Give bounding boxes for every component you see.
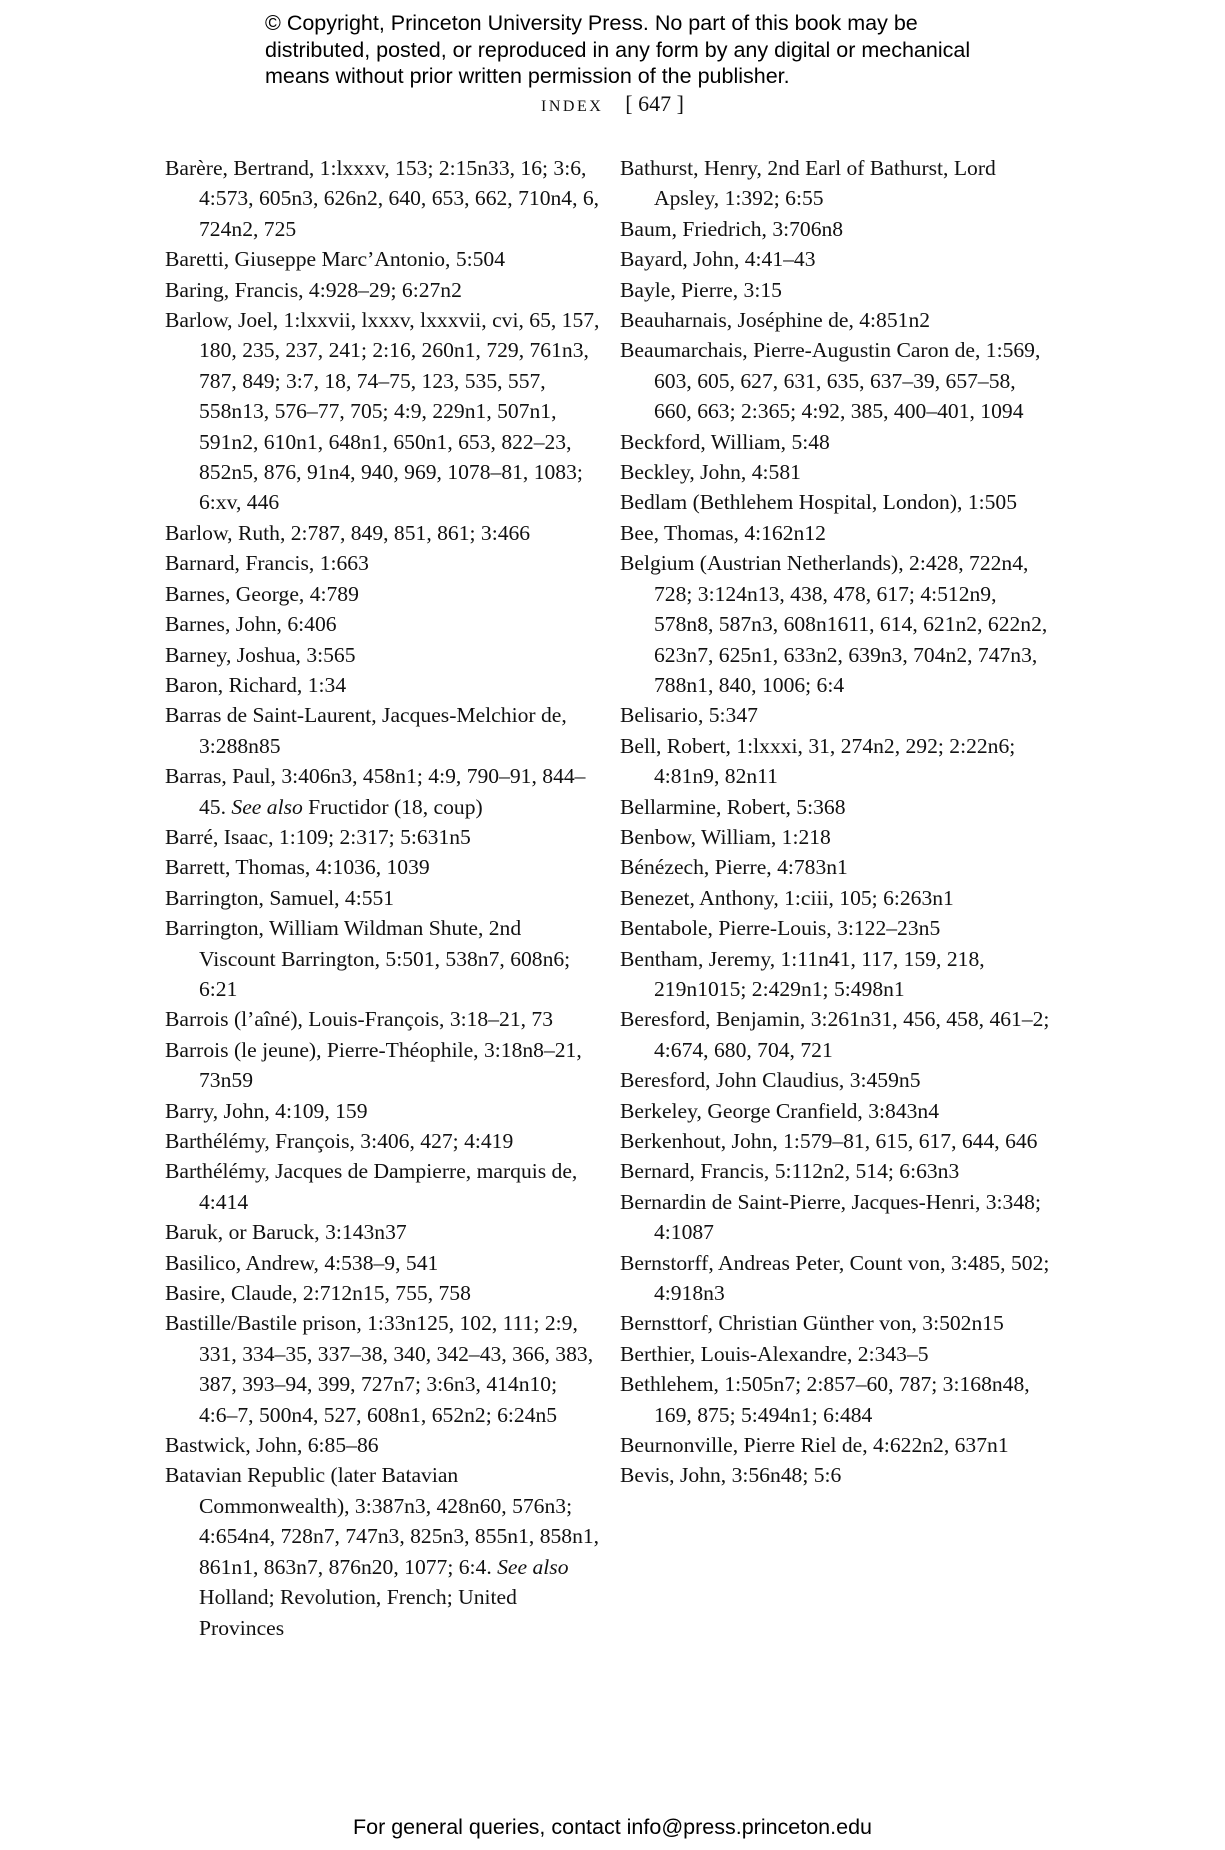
index-entry bbox=[620, 518, 1050, 548]
index-entry-text: Barrett, Thomas, 4:1036, 1039 bbox=[165, 855, 430, 880]
index-entry-text: Bernstorff, Andreas Peter, Count von, 3:485, 502; 4:918n3 bbox=[620, 1250, 1050, 1306]
index-entry bbox=[165, 1430, 600, 1460]
index-entry bbox=[620, 792, 1050, 822]
copyright-line: distributed, posted, or reproduced in any form by any digital or mechanical bbox=[265, 37, 971, 62]
index-entry bbox=[620, 487, 1050, 517]
index-entry bbox=[620, 335, 1050, 426]
index-entry bbox=[165, 852, 600, 882]
index-entry bbox=[620, 1248, 1050, 1309]
index-entry-text: Benezet, Anthony, 1:ciii, 105; 6:263n1 bbox=[620, 885, 954, 910]
index-entry-text: Baron, Richard, 1:34 bbox=[165, 672, 347, 697]
see-also-targets: Fructidor (18, coup) bbox=[302, 794, 483, 819]
index-entry-text: Baring, Francis, 4:928–29; 6:27n2 bbox=[165, 277, 462, 302]
index-entry bbox=[620, 153, 1050, 214]
index-entry-text: Bedlam (Bethlehem Hospital, London), 1:505 bbox=[620, 490, 1018, 515]
index-entry bbox=[165, 822, 600, 852]
index-entry-text: Bayle, Pierre, 3:15 bbox=[620, 277, 782, 302]
index-entry bbox=[620, 1460, 1050, 1490]
index-entry-text: Bastille/Bastile prison, 1:33n125, 102, 111; 2:9, 331, 334–35, 337–38, 340, 342–43, 366, 383, 387, 393–94, 399, 727n7; 3:6n3, 414n10; 4:6–7, 500n4, 527, 608n1, 652n2; 6:24n5 bbox=[165, 1311, 594, 1427]
index-entry bbox=[620, 1187, 1050, 1248]
index-entry-text: Beckley, John, 4:581 bbox=[620, 460, 801, 485]
index-entry bbox=[165, 1004, 600, 1034]
index-entry bbox=[165, 700, 600, 761]
index-entry bbox=[165, 518, 600, 548]
index-entry bbox=[165, 913, 600, 1004]
index-entry-text: Barlow, Joel, 1:lxxvii, lxxxv, lxxxvii, cvi, 65, 157, 180, 235, 237, 241; 2:16, 260n1, 729, 761n3, 787, 849; 3:7, 18, 74–75, 123, 535, 557, 558n13, 576–77, 705; 4:9, 229n1, 507n1, 591n2, 610n1, 648n1, 650n1, 653, 822–23, 852n5, 876, 91n4, 940, 969, 1078–81, 1083; 6:xv, 446 bbox=[165, 308, 600, 515]
index-entry-text: Barrington, Samuel, 4:551 bbox=[165, 885, 395, 910]
index-entry bbox=[620, 731, 1050, 792]
index-entry bbox=[620, 214, 1050, 244]
see-also-label: See also bbox=[231, 794, 303, 819]
index-entry-text: Beurnonville, Pierre Riel de, 4:622n2, 637n1 bbox=[620, 1433, 1009, 1458]
index-entry bbox=[620, 1156, 1050, 1186]
index-column-left bbox=[165, 153, 600, 1643]
index-entry-text: Batavian Republic (later Batavian Commonwealth), 3:387n3, 428n60, 576n3; 4:654n4, 728n7, 747n3, 825n3, 855n1, 858n1, 861n1, 863n7, 876n20, 1077; 6:4. bbox=[165, 1463, 600, 1579]
index-entry-text: Barry, John, 4:109, 159 bbox=[165, 1098, 368, 1123]
index-entry-text: Barnard, Francis, 1:663 bbox=[165, 551, 369, 576]
index-entry bbox=[620, 883, 1050, 913]
index-entry bbox=[165, 1217, 600, 1247]
copyright-line: © Copyright, Princeton University Press. No part of this book may be bbox=[265, 11, 918, 35]
index-entry-text: Bevis, John, 3:56n48; 5:6 bbox=[620, 1463, 842, 1488]
index-entry-text: Barré, Isaac, 1:109; 2:317; 5:631n5 bbox=[165, 824, 471, 849]
index-entry bbox=[165, 548, 600, 578]
index-entry-text: Bathurst, Henry, 2nd Earl of Bathurst, Lord Apsley, 1:392; 6:55 bbox=[620, 156, 996, 211]
index-entry bbox=[620, 913, 1050, 943]
index-entry bbox=[165, 640, 600, 670]
index-entry bbox=[620, 1096, 1050, 1126]
index-entry bbox=[165, 1126, 600, 1156]
index-entry-text: Barras de Saint-Laurent, Jacques-Melchior de, 3:288n85 bbox=[165, 703, 567, 758]
index-entry-text: Berkenhout, John, 1:579–81, 615, 617, 644, 646 bbox=[620, 1129, 1038, 1153]
copyright-line: means without prior written permission of the publisher. bbox=[265, 64, 790, 88]
index-entry bbox=[620, 944, 1050, 1005]
index-entry-text: Belisario, 5:347 bbox=[620, 703, 758, 728]
copyright-notice bbox=[265, 10, 1025, 90]
index-entry-text: Bentham, Jeremy, 1:11n41, 117, 159, 218, 219n1015; 2:429n1; 5:498n1 bbox=[620, 946, 985, 1001]
index-entry-text: Bernard, Francis, 5:112n2, 514; 6:63n3 bbox=[620, 1159, 960, 1184]
index-entry bbox=[165, 883, 600, 913]
index-column-right bbox=[620, 153, 1050, 1491]
index-entry-text: Baum, Friedrich, 3:706n8 bbox=[620, 216, 844, 241]
index-entry-text: Beckford, William, 5:48 bbox=[620, 429, 830, 454]
index-entry bbox=[165, 609, 600, 639]
index-entry bbox=[165, 1308, 600, 1430]
index-entry bbox=[620, 1308, 1050, 1338]
index-entry-text: Bee, Thomas, 4:162n12 bbox=[620, 520, 826, 545]
index-entry-text: Baretti, Giuseppe Marc’Antonio, 5:504 bbox=[165, 247, 506, 272]
section-title: INDEX bbox=[541, 98, 604, 115]
index-entry bbox=[620, 1065, 1050, 1095]
index-entry-text: Bernsttorf, Christian Günther von, 3:502n15 bbox=[620, 1311, 1004, 1336]
index-entry bbox=[620, 427, 1050, 457]
see-also-label: See also bbox=[497, 1554, 569, 1579]
index-entry-text: Benbow, William, 1:218 bbox=[620, 824, 831, 849]
index-entry bbox=[620, 1369, 1050, 1430]
index-entry-text: Barrington, William Wildman Shute, 2nd Viscount Barrington, 5:501, 538n7, 608n6; 6:21 bbox=[165, 916, 571, 1001]
index-entry bbox=[620, 852, 1050, 882]
index-entry-text: Berthier, Louis-Alexandre, 2:343–5 bbox=[620, 1341, 929, 1366]
index-entry-text: Barlow, Ruth, 2:787, 849, 851, 861; 3:466 bbox=[165, 520, 531, 545]
index-entry-text: Barnes, George, 4:789 bbox=[165, 581, 359, 606]
index-entry-text: Basilico, Andrew, 4:538–9, 541 bbox=[165, 1250, 439, 1275]
index-entry-text: Barrois (le jeune), Pierre-Théophile, 3:18n8–21, 73n59 bbox=[165, 1037, 582, 1093]
index-entry bbox=[165, 1278, 600, 1308]
index-entry-text: Barnes, John, 6:406 bbox=[165, 612, 337, 637]
index-entry-text: Bell, Robert, 1:lxxxi, 31, 274n2, 292; 2:22n6; 4:81n9, 82n11 bbox=[620, 733, 1016, 789]
footer-contact: For general queries, contact info@press.princeton.edu bbox=[352, 1815, 872, 1839]
index-entry bbox=[620, 275, 1050, 305]
index-entry bbox=[165, 305, 600, 518]
index-entry-text: Belgium (Austrian Netherlands), 2:428, 722n4, 728; 3:124n13, 438, 478, 617; 4:512n9, 578n8, 587n3, 608n1611, 614, 621n2, 622n2, 623n7, 625n1, 633n2, 639n3, 704n2, 747n3, 788n1, 840, 1006; 6:4 bbox=[620, 551, 1048, 697]
index-entry bbox=[620, 457, 1050, 487]
index-entry-text: Barney, Joshua, 3:565 bbox=[165, 642, 356, 667]
index-entry bbox=[620, 700, 1050, 730]
index-entry-text: Beaumarchais, Pierre-Augustin Caron de, 1:569, 603, 605, 627, 631, 635, 637–39, 657–58, 660, 663; 2:365; 4:92, 385, 400–401, 1094 bbox=[620, 338, 1041, 424]
index-entry-text: Bethlehem, 1:505n7; 2:857–60, 787; 3:168n48, 169, 875; 5:494n1; 6:484 bbox=[620, 1372, 1030, 1427]
index-entry-text: Barthélémy, Jacques de Dampierre, marquis de, 4:414 bbox=[165, 1159, 578, 1214]
index-entry bbox=[165, 153, 600, 244]
index-entry-text: Bastwick, John, 6:85–86 bbox=[165, 1433, 379, 1458]
index-entry bbox=[165, 761, 600, 822]
index-entry bbox=[620, 244, 1050, 274]
index-entry bbox=[165, 275, 600, 305]
index-entry-text: Barthélémy, François, 3:406, 427; 4:419 bbox=[165, 1129, 514, 1153]
index-entry bbox=[165, 670, 600, 700]
index-entry bbox=[620, 305, 1050, 335]
running-header bbox=[0, 91, 1225, 117]
index-entry-text: Beresford, John Claudius, 3:459n5 bbox=[620, 1068, 921, 1093]
index-entry-text: Bentabole, Pierre-Louis, 3:122–23n5 bbox=[620, 916, 941, 941]
index-entry bbox=[620, 1126, 1050, 1156]
index-entry-text: Bayard, John, 4:41–43 bbox=[620, 247, 816, 272]
index-entry-text: Bénézech, Pierre, 4:783n1 bbox=[620, 855, 848, 880]
page-number: [ 647 ] bbox=[625, 91, 684, 116]
index-entry bbox=[165, 1096, 600, 1126]
index-entry bbox=[165, 579, 600, 609]
index-entry-text: Basire, Claude, 2:712n15, 755, 758 bbox=[165, 1281, 471, 1306]
index-entry-text: Berkeley, George Cranfield, 3:843n4 bbox=[620, 1098, 940, 1123]
index-entry bbox=[165, 244, 600, 274]
index-entry bbox=[165, 1156, 600, 1217]
index-entry-text: Bellarmine, Robert, 5:368 bbox=[620, 794, 846, 819]
index-entry-text: Barère, Bertrand, 1:lxxxv, 153; 2:15n33, 16; 3:6, 4:573, 605n3, 626n2, 640, 653, 662, 710n4, 6, 724n2, 725 bbox=[165, 156, 600, 241]
index-entry bbox=[620, 1004, 1050, 1065]
index-entry bbox=[620, 1430, 1050, 1460]
see-also-targets: Holland; Revolution, French; United Provinces bbox=[199, 1585, 517, 1640]
index-entry bbox=[165, 1460, 600, 1642]
index-entry bbox=[165, 1248, 600, 1278]
index-entry-text: Baruk, or Baruck, 3:143n37 bbox=[165, 1220, 407, 1245]
index-entry-text: Barras, Paul, 3:406n3, 458n1; 4:9, 790–91, 844–45. bbox=[165, 764, 586, 819]
index-entry-text: Beresford, Benjamin, 3:261n31, 456, 458, 461–2; 4:674, 680, 704, 721 bbox=[620, 1007, 1050, 1062]
index-entry-text: Barrois (l’aîné), Louis-François, 3:18–21, 73 bbox=[165, 1007, 554, 1032]
index-entry-text: Beauharnais, Joséphine de, 4:851n2 bbox=[620, 308, 931, 333]
index-entry bbox=[165, 1035, 600, 1096]
index-entry-text: Bernardin de Saint-Pierre, Jacques-Henri, 3:348; 4:1087 bbox=[620, 1189, 1041, 1245]
index-entry bbox=[620, 548, 1050, 700]
index-entry bbox=[620, 822, 1050, 852]
index-entry bbox=[620, 1339, 1050, 1369]
